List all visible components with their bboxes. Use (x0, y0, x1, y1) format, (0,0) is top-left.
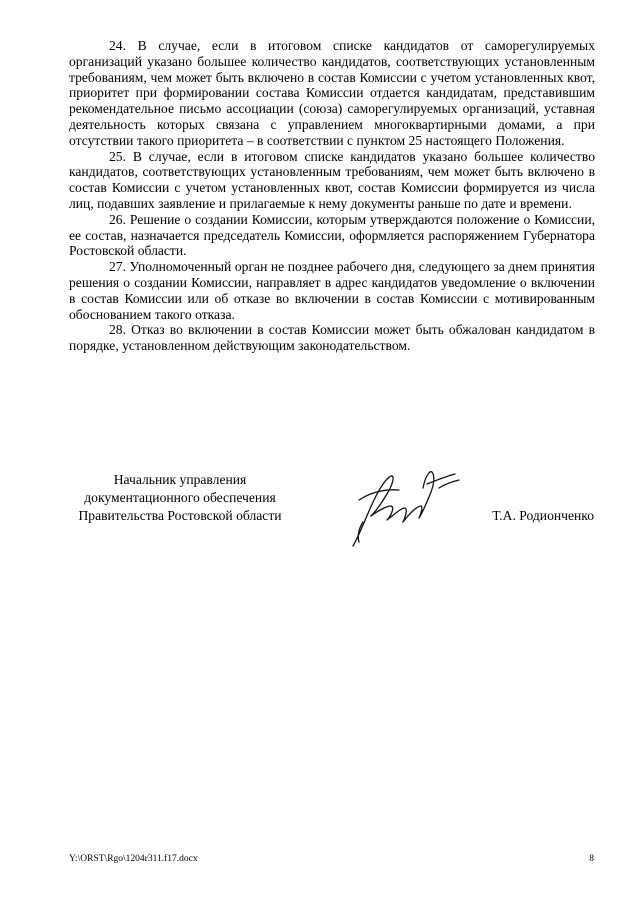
footer-file-path: Y:\ORST\Rgo\1204r311.f17.docx (69, 854, 198, 864)
paragraph-25: 25. В случае, если в итоговом списке кандидатов указано большее количество кандидатов, соответствующих установленным требованиям, чем может быть включено в состав Комиссии с учетом установленных квот, состав Комиссии формируется из числа лиц, подавших заявление и прилагаемые к нему документы раньше по дате и времени. (69, 148, 595, 211)
position-line-3: Правительства Ростовской области (78, 508, 282, 524)
paragraph-27: 27. Уполномоченный орган не позднее рабочего дня, следующего за днем принятия решения о создании Комиссии, направляет в адрес кандидатов уведомление о включении в состав Комиссии или об отказе во включении в состав Комиссии с мотивированным обоснованием такого отказа. (69, 259, 595, 322)
signatory-position (60, 471, 300, 526)
handwritten-signature (335, 462, 465, 550)
position-line-1: Начальник управления (113, 472, 247, 487)
footer-page-number: 8 (589, 854, 594, 864)
paragraph-26: 26. Решение о создании Комиссии, которым утверждаются положение о Комиссии, ее состав, назначается председатель Комиссии, оформляется распоряжением Губернатора Ростовской области. (69, 211, 595, 259)
position-line-2: документационного обеспечения (84, 490, 276, 506)
paragraph-24: 24. В случае, если в итоговом списке кандидатов от саморегулируемых организаций указано большее количество кандидатов, соответствующих установленным требованиям, чем может быть включено в состав Комиссии с учетом установленных квот, приоритет при формировании состава Комиссии отдается кандидатам, представившим рекомендательное письмо ассоциации (союза) саморегулируемых организаций, уставная деятельность которых связана с управлением многоквартирными домами, а при отсутствии такого приоритета – в соответствии с пунктом 25 настоящего Положения. (69, 38, 595, 148)
signatory-name: Т.А. Родионченко (492, 508, 594, 523)
document-body (69, 38, 595, 354)
paragraph-28: 28. Отказ во включении в состав Комиссии может быть обжалован кандидатом в порядке, установленном действующим законодательством. (69, 322, 595, 354)
